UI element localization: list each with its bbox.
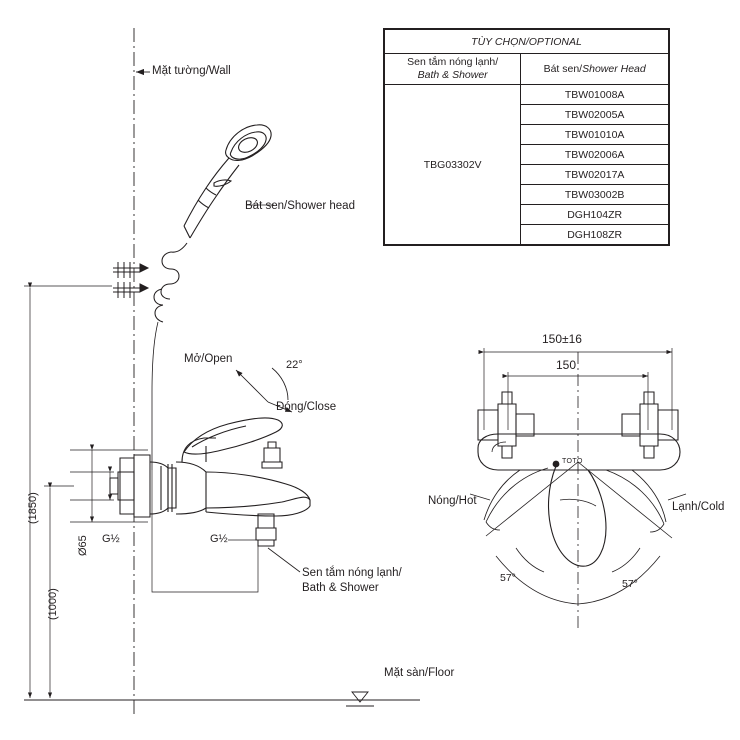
- label-bath-shower-en: Bath & Shower: [302, 581, 379, 594]
- header-shower-head-vn: Bát sen/: [543, 62, 583, 75]
- header-shower-head: [521, 54, 669, 85]
- optional-table: [383, 28, 670, 246]
- label-g-half-mid: G½: [210, 533, 228, 545]
- label-bath-shower: [302, 566, 402, 595]
- label-angle-22: 22°: [286, 359, 303, 371]
- label-close: Đóng/Close: [276, 401, 337, 413]
- shower-head-row: TBW01010A: [521, 125, 669, 145]
- label-bath-shower-vn: Sen tắm nóng lạnh/: [302, 567, 402, 579]
- label-dim-1000: (1000): [47, 588, 59, 620]
- header-bath-shower: [385, 54, 521, 85]
- label-dim-150: 150: [556, 358, 577, 372]
- shower-head-row: TBW03002B: [521, 185, 669, 205]
- shower-head-row: TBW02017A: [521, 165, 669, 185]
- header-bath-shower-en: Bath & Shower: [417, 69, 488, 82]
- label-g-half-left: G½: [102, 533, 120, 545]
- shower-head-row: DGH104ZR: [521, 205, 669, 225]
- label-dim-150-tol: 150±16: [542, 332, 582, 346]
- label-wall: Mặt tường/Wall: [152, 65, 231, 77]
- shower-head-row: TBW02005A: [521, 105, 669, 125]
- label-angle-left: 57°: [500, 572, 516, 584]
- shower-head-row: DGH108ZR: [521, 225, 669, 245]
- header-shower-head-en: Shower Head: [582, 62, 646, 75]
- table-title: TÙY CHỌN/OPTIONAL: [385, 30, 669, 54]
- label-floor: Mặt sàn/Floor: [384, 667, 455, 679]
- label-shower-head: Bát sen/Shower head: [245, 200, 355, 212]
- label-dim-1850: (1850): [27, 492, 39, 524]
- label-cold: Lạnh/Cold: [672, 501, 725, 513]
- label-open: Mở/Open: [184, 353, 233, 365]
- label-dia-65: Ø65: [77, 535, 89, 556]
- shower-head-row: TBW01008A: [521, 85, 669, 105]
- label-angle-right: 57°: [622, 578, 638, 590]
- shower-head-row: TBW02006A: [521, 145, 669, 165]
- header-bath-shower-vn: Sen tắm nóng lạnh/: [407, 56, 499, 68]
- label-brand: TOTO: [562, 458, 583, 465]
- model-cell: TBG03302V: [385, 85, 521, 245]
- label-hot: Nóng/Hot: [428, 495, 477, 507]
